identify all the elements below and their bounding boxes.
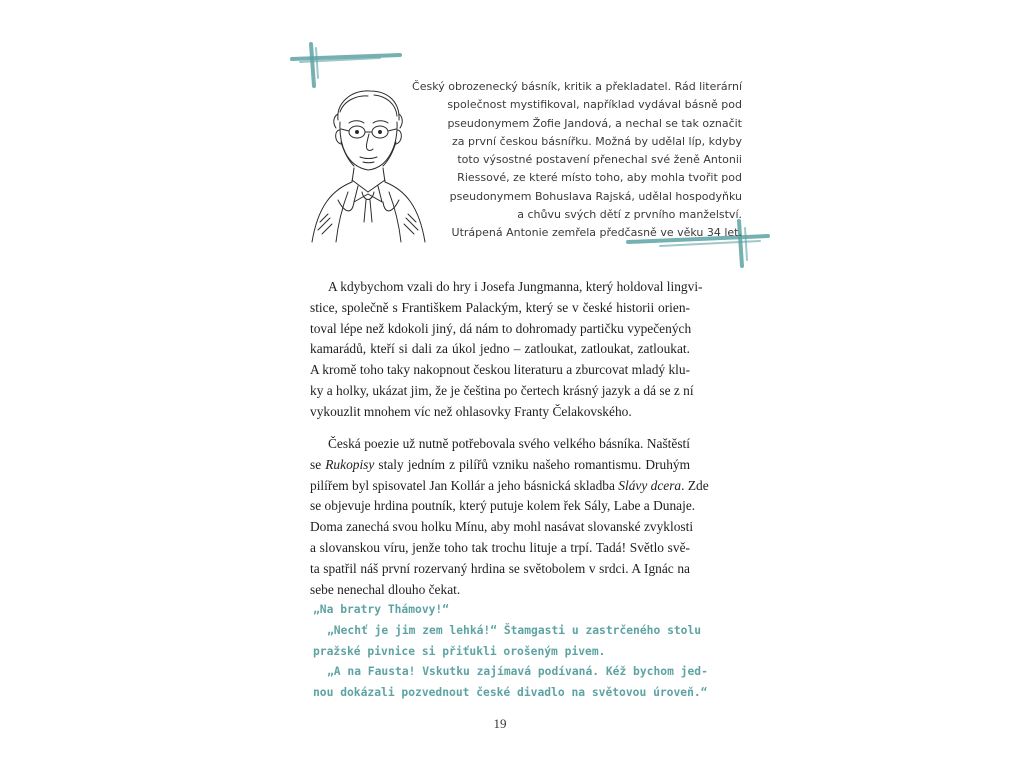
text-run: . Zde [681, 477, 709, 493]
paragraph-line: ky a holky, ukázat jim, že je čeština po čertech krásný jazyk a dá se z ní [310, 382, 694, 398]
paragraph-line: toval lépe než kdokoli jiný, dá nám to dohromady partičku vypečených [310, 320, 692, 336]
body-paragraph-2 [310, 434, 709, 600]
bio-line: toto výsostné postavení přenechal své ženě Antonii [457, 153, 742, 167]
text-run: staly jedním z pilířů vzniku našeho romantismu. Druhým [374, 456, 691, 472]
paragraph-line: Česká poezie už nutně potřebovala svého velkého básníka. Naštěstí [328, 436, 690, 451]
biography-sidebar [322, 78, 742, 243]
paragraph-line: a slovanskou víru, jenže toho tak trochu lituje a trpí. Tadá! Světlo svě- [310, 539, 690, 555]
paragraph-line: A kromě toho taky nakopnout českou literaturu a zburcovat mladý klu- [310, 362, 691, 378]
paragraph-line: sebe nenechal dlouho čekat. [310, 581, 461, 597]
quote-line: „Na bratry Thámovy!“ [313, 603, 450, 616]
quote-line: pražské pivnice si přiťukli orošeným pivem. [313, 644, 606, 658]
quote-line: nou dokázali pozvednout české divadlo na světovou úroveň.“ [313, 686, 708, 700]
quote-line: „Nechť je jim zem lehká!“ Štamgasti u zastrčeného stolu [327, 623, 702, 637]
page-number: 19 [493, 716, 507, 731]
body-paragraph-1 [310, 277, 703, 423]
quote-line: „A na Fausta! Vskutku zajímavá podívaná. Kéž bychom jed- [327, 665, 708, 679]
paragraph-line: ta spatřil náš první rozervaný hrdina se světobolem v srdci. A Ignác na [310, 560, 690, 576]
text-run: se [310, 456, 326, 472]
paragraph-line: A kdybychom vzali do hry i Josefa Jungmanna, který holdoval lingvi- [328, 279, 703, 294]
bio-line: společnost mystifikoval, například vydával básně pod [447, 98, 742, 112]
italic-title-rukopisy: Rukopisy [325, 456, 375, 472]
dialogue-quotes [313, 600, 708, 704]
bio-line: Riessové, ze které místo toho, aby mohla tvořit pod [457, 171, 742, 185]
bio-line: a chůvu svých dětí z prvního manželství. [517, 208, 742, 222]
paragraph-line: stice, společně s Františkem Palackým, který se v české historii orien- [310, 299, 690, 315]
paragraph-line [310, 476, 709, 497]
bio-line: pseudonymem Bohuslava Rajská, udělal hospodyňku [449, 189, 742, 203]
paragraph-line [310, 455, 690, 476]
bio-line: pseudonymem Žofie Jandová, a nechal se tak označit [447, 116, 742, 130]
bio-line: za první českou básnířku. Možná by udělal líp, kdyby [452, 134, 742, 148]
paragraph-line: vykouzlit mnohem víc než ohlasovky Franty Čelakovského. [310, 403, 632, 419]
bio-line: Utrápená Antonie zemřela předčasně ve věku 34 let. [451, 226, 742, 240]
paragraph-line: kamarádů, kteří si dali za úkol jedno – zatloukat, zatloukat, zatloukat. [310, 341, 690, 357]
bio-line: Český obrozenecký básník, kritik a překladatel. Rád literární [412, 80, 742, 93]
italic-title-slavy-dcera: Slávy dcera [618, 477, 682, 493]
paragraph-line: Doma zanechá svou holku Mínu, aby mohl nasávat slovanské zvyklosti [310, 519, 694, 535]
paragraph-line: se objevuje hrdina poutník, který putuje kolem řek Sály, Labe a Dunaje. [310, 498, 696, 514]
text-run: pilířem byl spisovatel Jan Kollár a jeho básnická skladba [310, 477, 619, 493]
